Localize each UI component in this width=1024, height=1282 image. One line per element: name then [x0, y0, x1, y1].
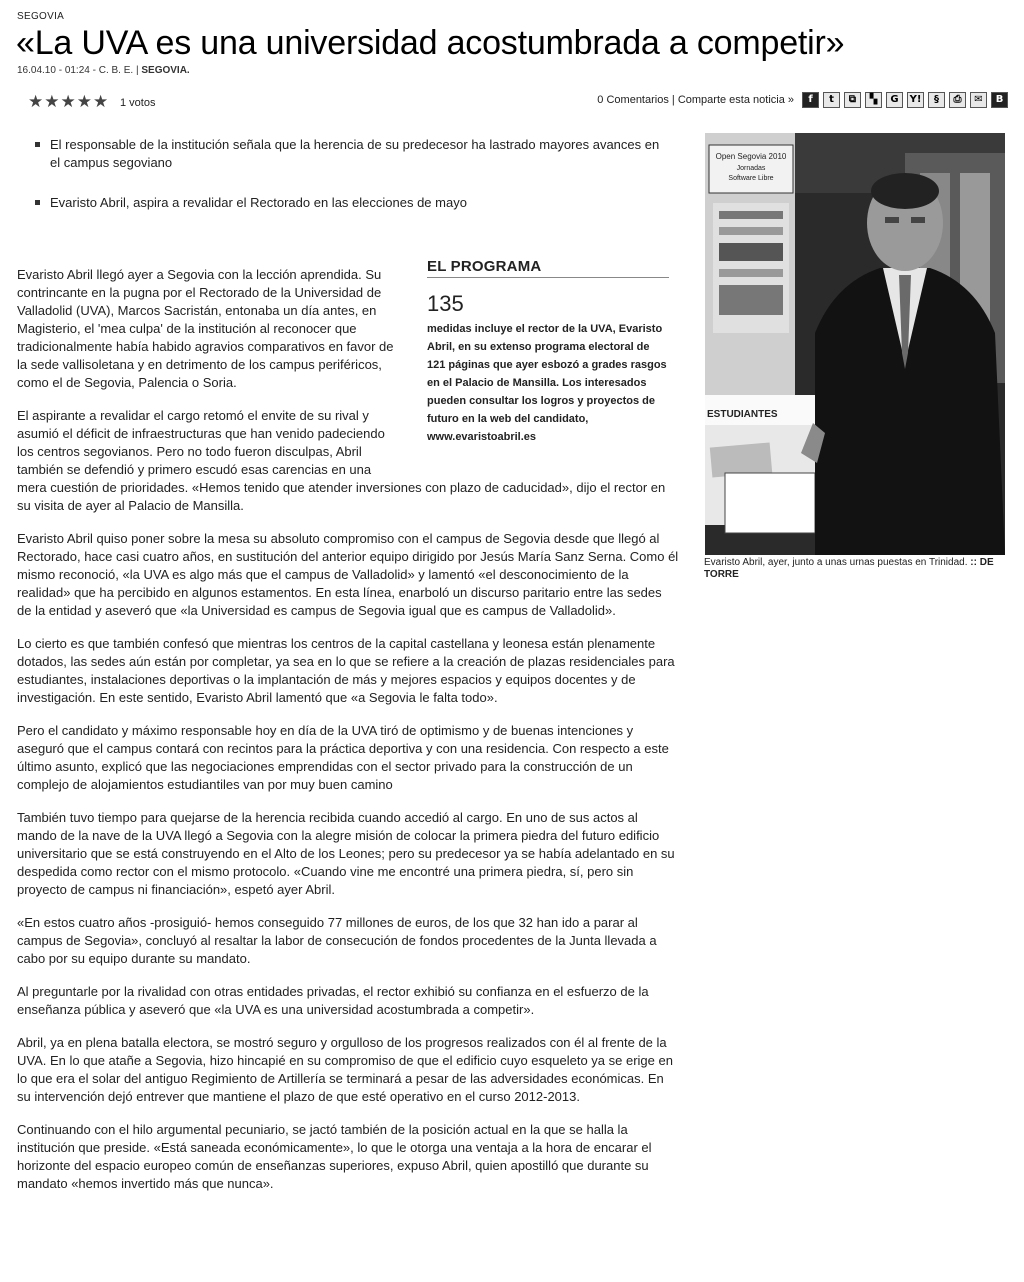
byline-datetime: 16.04.10 - 01:24 - — [17, 65, 96, 76]
sidebar-title: EL PROGRAMA — [427, 258, 669, 278]
article-paragraph: Al preguntarle por la rivalidad con otras entidades privadas, el rector exhibió su confianza en el esfuerzo de la enseñanza pública y aseveró que «la UVA es una universidad acostumbrada a competir». — [17, 984, 649, 1017]
article-paragraph: Abril, ya en plena batalla electora, se mostró seguro y orgulloso de los progresos realizados con él al frente de la UVA. En lo que atañe a Segovia, hizo hincapié en su compromiso de que el edificio cuyo esqueleto ya se erige en lo que era el solar del antiguo Regimiento de Artillería se terminará a pesar de las adversidades económicas. En su intervención dejó entrever que mantiene el plazo de que esté operativo en el curso 2012-2013. — [17, 1035, 673, 1104]
byline — [17, 65, 190, 76]
section-label[interactable]: SEGOVIA — [17, 11, 65, 22]
article-paragraph: Evaristo Abril llegó ayer a Segovia con la lección aprendida. Su contrincante en la pugna por el Rectorado de la Universidad de Valladolid (UVA), Marcos Sacristán, entonaba un día antes, en Magisterio, el 'mea culpa' de la institución al reconocer que tradicionalmente había habido agravios comparativos en favor de la sede vallisoletana y en detrimento de los campus periféricos, como el de Segovia, Palencia o Soria. — [17, 267, 394, 390]
photo-illustration — [705, 133, 1005, 555]
article-body — [17, 266, 679, 1208]
star-icon[interactable]: ★ — [76, 92, 92, 111]
byline-place: SEGOVIA. — [141, 65, 190, 76]
article-toolbar — [28, 92, 1008, 112]
sign-line-2: Jornadas — [736, 165, 766, 172]
share-link[interactable]: Comparte esta noticia » — [677, 94, 794, 106]
star-icon[interactable]: ★ — [60, 92, 76, 111]
caption-credit: :: DE TORRE — [704, 557, 994, 580]
delicious-icon[interactable]: ▚ — [865, 92, 882, 108]
sidebar-number: 135 — [427, 291, 464, 316]
yahoo-icon[interactable]: Y! — [907, 92, 924, 108]
sign-line-1: Open Segovia 2010 — [715, 152, 787, 161]
article-paragraph: Lo cierto es que también confesó que mientras los centros de la capital castellana y leonesa están plenamente dotados, las sedes aún están por completar, ya sea en lo que se refiere a la creación de plazas residenciales para estudiantes, instalaciones deportivas o la implantación de más y mejores espacios y equipos docentes y de investigación. En este sentido, Evaristo Abril lamentó que «a Segovia le falta todo». — [17, 636, 675, 705]
meneame-icon[interactable]: § — [928, 92, 945, 108]
sign-line-3: Software Libre — [728, 175, 774, 182]
article-paragraph: Continuando con el hilo argumental pecuniario, se jactó también de la posición actual en la que se halla la institución que preside. «Está saneada económicamente», lo que le otorga una ventaja a la hora de encarar el horizonte del espacio europeo común de enseñanzas superiores, expuso Abril, quien apostilló que durante su mandato «hemos invertido más que nunca». — [17, 1122, 652, 1191]
votes-count: 1 votos — [120, 97, 156, 109]
rating-stars[interactable] — [28, 94, 108, 110]
article-paragraph: Evaristo Abril quiso poner sobre la mesa su absoluto compromiso con el campus de Segovia desde que llegó al Rectorado, hace casi cuatro años, en sustitución del anterior equipo dirigido por Jesús María Sanz Serna. Como él mismo reconoció, «la UVA es algo más que el campus de Valladolid» y lamentó «el desconocimiento de la realidad» que ha percibido en algunos estamentos. En esta línea, enarboló un discurso paritario entre las sedes de la entidad y aseveró que «la Universidad es campus de Segovia igual que es campus de Valladolid». — [17, 531, 679, 618]
caption-text: Evaristo Abril, ayer, junto a unas urnas puestas en Trinidad. — [704, 557, 968, 568]
copy-icon[interactable]: ⧉ — [844, 92, 861, 108]
article-summary — [32, 136, 672, 234]
share-text — [597, 94, 794, 106]
byline-author: C. B. E. | — [98, 65, 139, 76]
summary-item: Evaristo Abril, aspira a revalidar el Rectorado en las elecciones de mayo — [32, 194, 672, 212]
facebook-icon[interactable]: f — [802, 92, 819, 108]
star-icon[interactable]: ★ — [93, 92, 109, 111]
share-separator: | — [671, 94, 675, 106]
article-paragraph: Pero el candidato y máximo responsable hoy en día de la UVA tiró de optimismo y de buenas intenciones y aseguró que el campus contará con recintos para la práctica deportiva y con una residencia. Con respecto a este último asunto, explicó que las negociaciones emprendidas con el sector privado para la construcción de un complejo de alojamientos estudiantiles van por muy buen camino — [17, 723, 669, 792]
print-icon[interactable]: ⎙ — [949, 92, 966, 108]
email-icon[interactable]: ✉ — [970, 92, 987, 108]
star-icon[interactable]: ★ — [28, 92, 44, 111]
bookmark-icon[interactable]: B — [991, 92, 1008, 108]
star-icon[interactable]: ★ — [44, 92, 60, 111]
sidebar-spacer — [404, 266, 679, 472]
twitter-icon[interactable]: t — [823, 92, 840, 108]
share-area — [597, 92, 1008, 108]
urn-label: ESTUDIANTES — [707, 409, 778, 420]
google-icon[interactable]: G — [886, 92, 903, 108]
comments-link[interactable]: 0 Comentarios — [597, 94, 669, 106]
article-headline: «La UVA es una universidad acostumbrada a competir» — [16, 24, 845, 62]
photo-caption — [704, 557, 1009, 581]
sidebar-text: medidas incluye el rector de la UVA, Evaristo Abril, en su extenso programa electoral de 121 páginas que ayer esbozó a grades rasgos en el Palacio de Mansilla. Los interesados pueden consultar los logros y proyectos de futuro en la web del candidato, www.evaristoabril.es — [427, 323, 667, 443]
article-paragraph: El aspirante a revalidar el cargo retomó el envite de su rival y asumió el déficit de infraestructuras que han venido padeciendo los centros segovianos. Pero no todo fueron disculpas, Abril también se defendió y primero escudó esas carencias en una mera cuestión de prioridades. «Hemos tenido que atender inversiones con plazo de caducidad», dijo el rector en su visita de ayer al Palacio de Mansilla. — [17, 408, 666, 513]
article-paragraph: «En estos cuatro años -prosiguió- hemos conseguido 77 millones de euros, de los que 32 han ido a parar al campus de Segovia», concluyó al resaltar la labor de consecución de fondos procedentes de la Junta llevada a cabo por su equipo durante su mandato. — [17, 915, 657, 966]
article-photo[interactable] — [705, 133, 1005, 555]
article-paragraph: También tuvo tiempo para quejarse de la herencia recibida cuando accedió al cargo. En uno de sus actos al mando de la nave de la UVA llegó a Segovia con la alegre misión de colocar la primera piedra del futuro edificio universitario que se está construyendo en el Alto de los Leones; pero su predecesor ya se había adelantado en su despedida como rector con el mismo protocolo. «Cuando vine me encontré una primera piedra, sí, pero sin proyecto de campus ni financiación», espetó ayer Abril. — [17, 810, 675, 897]
summary-item: El responsable de la institución señala que la herencia de su predecesor ha lastrado mayores avances en el campus segoviano — [32, 136, 672, 172]
